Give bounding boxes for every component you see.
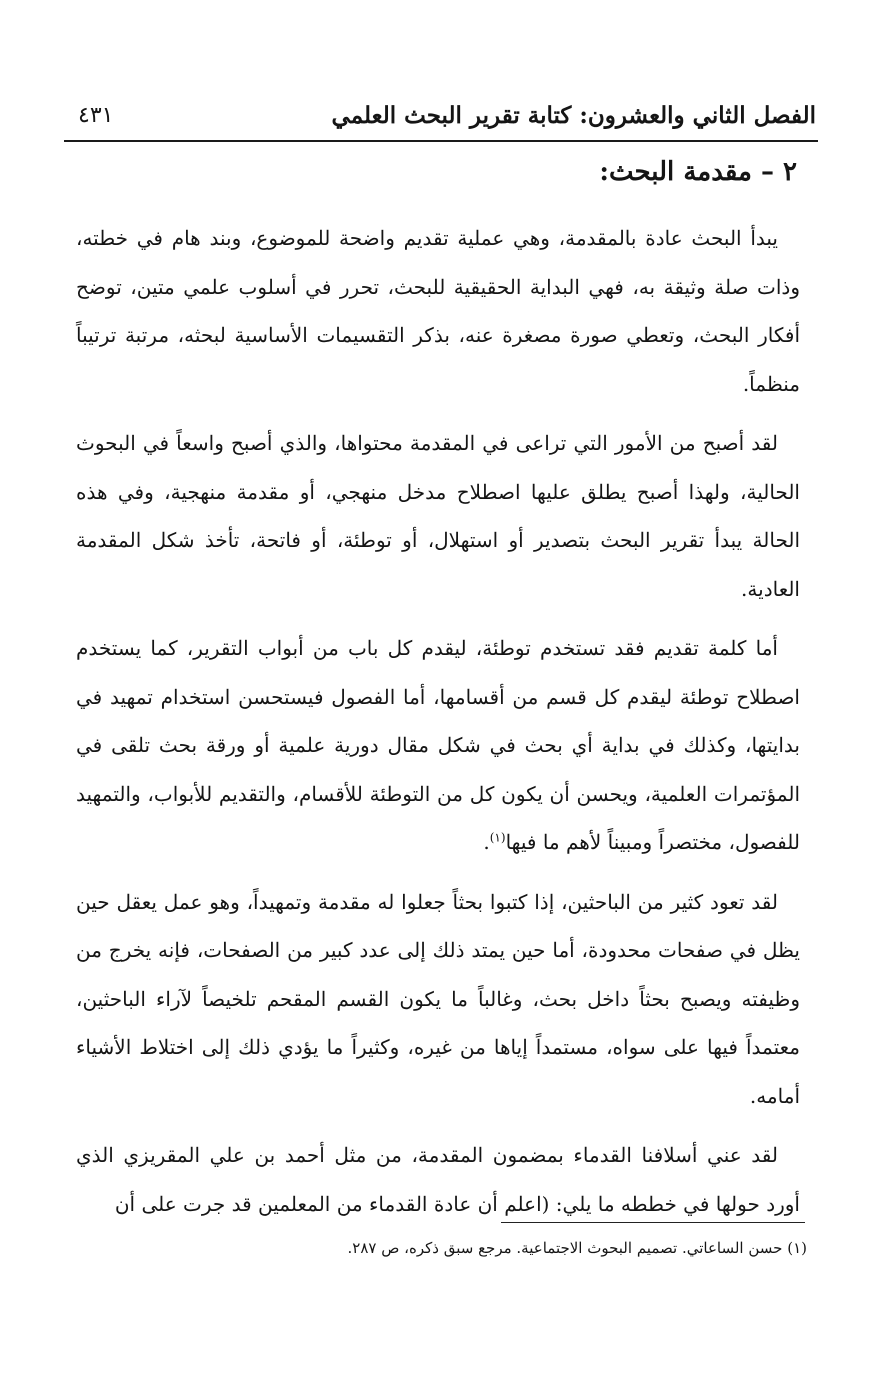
paragraph-3-end: . bbox=[483, 830, 490, 854]
footnote: (١) حسن الساعاتي. تصميم البحوث الاجتماعية. مرجع سبق ذكره، ص ٢٨٧. bbox=[347, 1239, 807, 1257]
paragraph-2: لقد أصبح من الأمور التي تراعى في المقدمة محتواها، والذي أصبح واسعاً في البحوث الحالية، ولهذا أصبح يطلق عليها اصطلاح مدخل منهجي، أو مقدمة منهجية، وفي هذه الحالة يبدأ تقرير البحث بتصدير أو استهلال، أو توطئة، أو فاتحة، تأخذ شكل المقدمة العادية. bbox=[76, 431, 800, 601]
body-text bbox=[76, 214, 800, 1239]
paragraph-4: لقد تعود كثير من الباحثين، إذا كتبوا بحثاً جعلوا له مقدمة وتمهيداً، وهو عمل يعقل حين يظل في صفحات محدودة، أما حين يمتد ذلك إلى عدد كبير من الصفحات، فإنه يخرج من وظيفته ويصبح بحثاً داخل بحث، وغالباً ما يكون القسم المقحم تلخيصاً لآراء الباحثين، معتمداً فيها على سواه، مستمداً إياها من غيره، وكثيراً ما يؤدي ذلك إلى اختلاط الأشياء أمامه. bbox=[76, 889, 800, 1108]
page-number: ٤٣١ bbox=[78, 103, 114, 128]
running-title: الفصل الثاني والعشرون: كتابة تقرير البحث العلمي bbox=[331, 102, 816, 129]
footnote-divider bbox=[501, 1222, 805, 1223]
header-divider bbox=[64, 140, 818, 142]
paragraph-5: لقد عني أسلافنا القدماء بمضمون المقدمة، من مثل أحمد بن علي المقريزي الذي أورد حولها في خططه ما يلي: (اعلم أن عادة القدماء من المعلمين قد جرت على أن bbox=[76, 1143, 800, 1216]
paragraph-3-text: أما كلمة تقديم فقد تستخدم توطئة، ليقدم كل باب من أبواب التقرير، كما يستخدم اصطلاح توطئة ليقدم كل قسم من أقسامها، أما الفصول فيستحسن استخدام تمهيد في بدايتها، وكذلك في بداية أي بحث في شكل مقال دورية علمية أو ورقة بحث تلقى في المؤتمرات العلمية، ويحسن أن يكون كل من التوطئة للأقسام، والتقديم للأبواب، والتمهيد للفصول، مختصراً ومبيناً لأهم ما فيها bbox=[76, 636, 800, 854]
paragraph-1: يبدأ البحث عادة بالمقدمة، وهي عملية تقديم واضحة للموضوع، وبند هام في خطته، وذات صلة وثيقة به، فهي البداية الحقيقية للبحث، تحرر في أسلوب علمي متين، توضح أفكار البحث، وتعطي صورة مصغرة عنه، بذكر التقسيمات الأساسية لبحثه، مرتبة ترتيباً منظماً. bbox=[76, 226, 800, 396]
section-heading: ٢ – مقدمة البحث: bbox=[599, 157, 797, 187]
footnote-reference[interactable]: (١) bbox=[489, 830, 506, 845]
running-header bbox=[78, 96, 816, 136]
paragraph-3 bbox=[76, 624, 800, 867]
